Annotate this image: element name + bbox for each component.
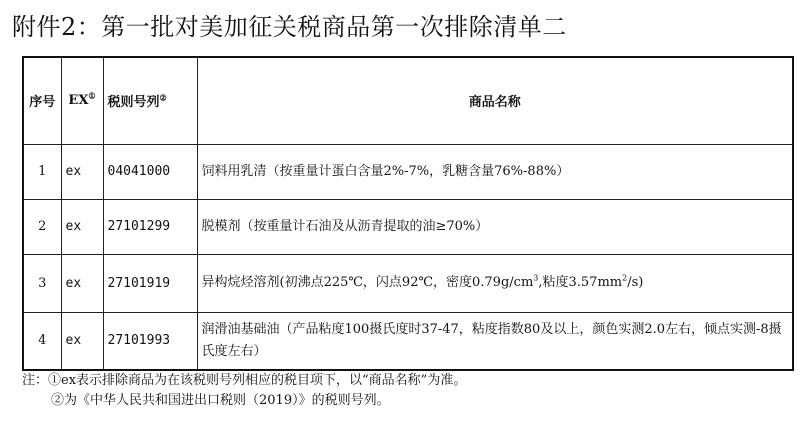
cell-code: 27101919 xyxy=(103,254,197,312)
cell-ex: ex xyxy=(61,199,103,254)
page-title: 附件2：第一批对美加征关税商品第一次排除清单二 xyxy=(12,13,567,41)
table-row xyxy=(23,312,793,370)
header-ex xyxy=(61,57,103,144)
footnote-2: ②为《中华人民共和国进出口税则（2019）》的税则号列。 xyxy=(51,393,390,408)
cell-name xyxy=(197,254,793,312)
cell-seq: 4 xyxy=(23,312,61,370)
cell-name: 脱模剂（按重量计石油及从沥青提取的油≥70%） xyxy=(197,199,793,254)
table-row xyxy=(23,254,793,312)
cell-code: 04041000 xyxy=(103,144,197,199)
cell-name-part-b: ,粘度3.57mm xyxy=(538,275,623,290)
cell-seq: 3 xyxy=(23,254,61,312)
cell-seq: 2 xyxy=(23,199,61,254)
footnote-1: 注：①ex表示排除商品为在该税则号列相应的税目项下，以“商品名称”为准。 xyxy=(22,373,467,388)
header-code-footnote-mark: ② xyxy=(159,92,167,103)
table-header-row xyxy=(23,57,793,144)
header-code xyxy=(103,57,197,144)
header-ex-label: EX xyxy=(68,93,89,109)
header-code-label: 税则号列 xyxy=(107,95,160,111)
cell-name-part-c: /s) xyxy=(627,275,644,290)
table-row xyxy=(23,199,793,254)
cell-name: 润滑油基础油（产品粘度100摄氏度时37-47，粘度指数80及以上，颜色实测2.0左右，倾点实测-8摄氏度左右） xyxy=(197,312,793,370)
header-name: 商品名称 xyxy=(197,57,793,144)
table-row xyxy=(23,144,793,199)
cell-ex: ex xyxy=(61,312,103,370)
header-seq: 序号 xyxy=(23,57,61,144)
cell-code: 27101299 xyxy=(103,199,197,254)
cell-name: 饲料用乳清（按重量计蛋白含量2%-7%，乳糖含量76%-88%） xyxy=(197,144,793,199)
cell-seq: 1 xyxy=(23,144,61,199)
footnotes xyxy=(22,371,466,411)
cell-name-superscript-square: 2 xyxy=(622,273,628,283)
cell-name-part-a: 异构烷烃溶剂(初沸点225℃，闪点92℃，密度0.79g/cm xyxy=(201,275,534,290)
header-ex-footnote-mark: ① xyxy=(88,90,96,101)
cell-name-superscript-cubic: 3 xyxy=(533,273,539,283)
exclusion-table xyxy=(22,56,794,371)
cell-code: 27101993 xyxy=(103,312,197,370)
cell-ex: ex xyxy=(61,254,103,312)
cell-ex: ex xyxy=(61,144,103,199)
